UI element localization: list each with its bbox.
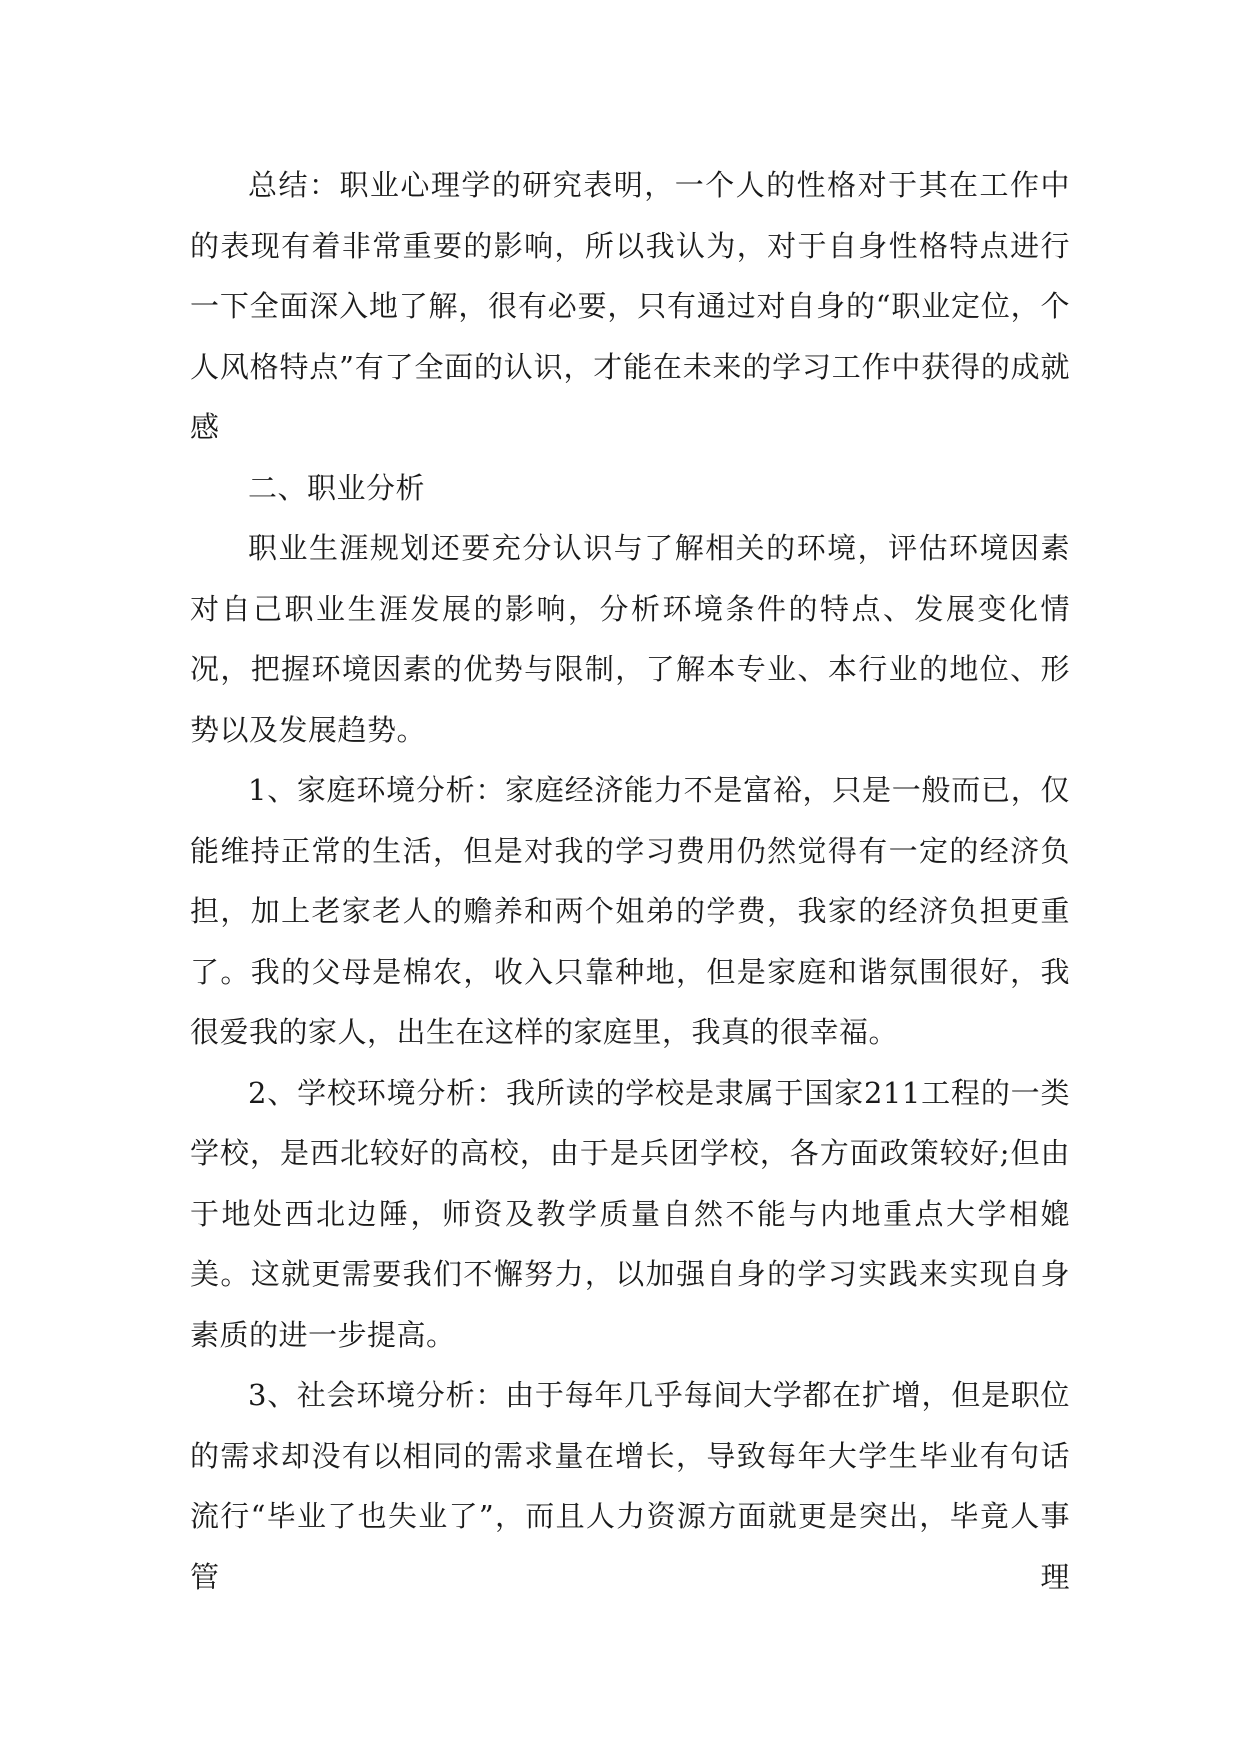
family-environment-paragraph: 1、家庭环境分析：家庭经济能力不是富裕，只是一般而已，仅能维持正常的生活，但是对我的学习费用仍然觉得有一定的经济负担，加上老家老人的赡养和两个姐弟的学费，我家的经济负担更重了。我的父母是棉农，收入只靠种地，但是家庭和谐氛围很好，我很爱我的家人，出生在这样的家庭里，我真的很幸福。 bbox=[190, 773, 1070, 1049]
social-environment-paragraph: 3、社会环境分析：由于每年几乎每间大学都在扩增，但是职位的需求却没有以相同的需求量在增长，导致每年大学生毕业有句话流行“毕业了也失业了”，而且人力资源方面就更是突出，毕竟人事管理 bbox=[190, 1378, 1070, 1594]
section-heading-career-analysis: 二、职业分析 bbox=[248, 470, 426, 505]
document-body bbox=[190, 155, 1070, 1607]
career-environment-paragraph: 职业生涯规划还要充分认识与了解相关的环境，评估环境因素对自己职业生涯发展的影响，分析环境条件的特点、发展变化情况，把握环境因素的优势与限制，了解本专业、本行业的地位、形势以及发展趋势。 bbox=[190, 531, 1070, 747]
school-environment-paragraph: 2、学校环境分析：我所读的学校是隶属于国家211工程的一类学校，是西北较好的高校，由于是兵团学校，各方面政策较好;但由于地处西北边陲，师资及教学质量自然不能与内地重点大学相媲美。这就更需要我们不懈努力，以加强自身的学习实践来实现自身素质的进一步提高。 bbox=[190, 1075, 1070, 1352]
summary-paragraph: 总结：职业心理学的研究表明，一个人的性格对于其在工作中的表现有着非常重要的影响，所以我认为，对于自身性格特点进行一下全面深入地了解，很有必要，只有通过对自身的“职业定位，个人风格特点”有了全面的认识，才能在未来的学习工作中获得的成就感 bbox=[190, 168, 1070, 444]
